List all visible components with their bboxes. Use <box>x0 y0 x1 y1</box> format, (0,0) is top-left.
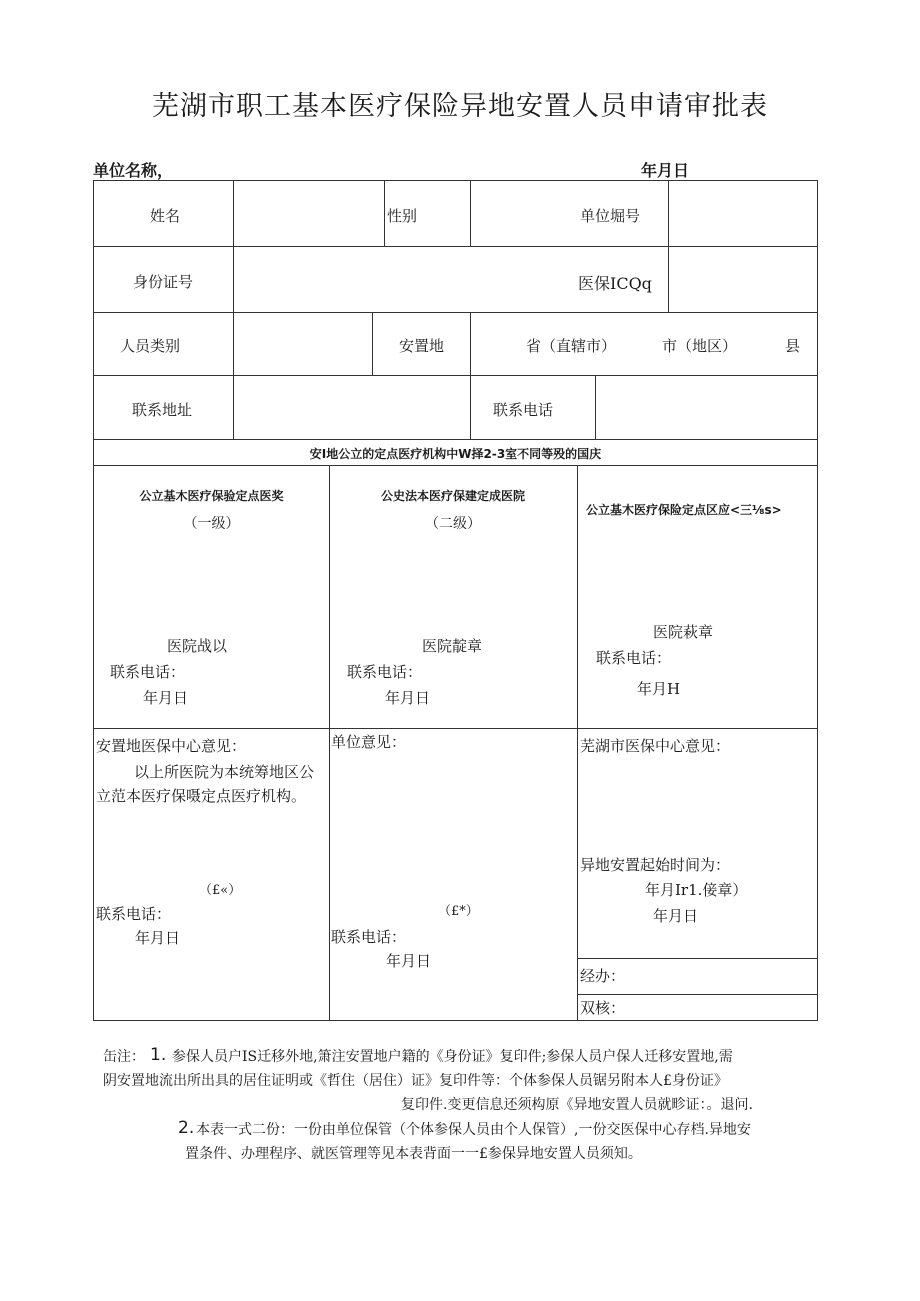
reviewer-label: 双核： <box>580 999 626 1017</box>
unit-opinion-label: 单位意见： <box>331 733 407 751</box>
hospital-1-level: （一级） <box>183 516 240 532</box>
handler-label: 经办： <box>580 967 626 985</box>
phone-label: 联系电话 <box>493 401 554 419</box>
header-date: 年月日 <box>641 161 690 180</box>
unit-name-label: 单位名称， <box>93 161 174 180</box>
hospital-3-heading: 公立基木医疗保险定点区应<三⅛s> <box>586 503 782 517</box>
hospital-2-phone: 联系电话： <box>347 663 423 681</box>
local-center-seal: （£«） <box>199 883 242 898</box>
local-center-opinion-text-2: 立范本医疗保嗫定点医疗机构。 <box>96 787 307 805</box>
local-center-phone: 联系电话： <box>96 905 172 923</box>
province-label: 省（直辖市） <box>526 337 617 355</box>
county-label: 县 <box>785 337 801 355</box>
hospital-2-date: 年月日 <box>385 689 431 707</box>
wuhu-center-opinion-label: 芜湖市医保中心意见： <box>580 737 731 755</box>
note-1-number: 1. <box>150 1045 167 1065</box>
page-title: 芜湖市职工基本医疗保险异地安置人员申请审批表 <box>152 91 768 122</box>
hospital-1-seal: 医院战以 <box>167 637 228 655</box>
wuhu-center-date: 年月日 <box>653 907 699 925</box>
id-number-label: 身份证号 <box>133 273 194 291</box>
hospital-2-heading: 公史法本医疗保建定成医院 <box>380 489 525 503</box>
unit-date: 年月日 <box>386 952 432 970</box>
category-label: 人员类别 <box>120 337 181 355</box>
wuhu-center-seal: 年月Ir1.倿章） <box>645 881 748 899</box>
hospital-3-date: 年月H <box>637 680 681 698</box>
note-2-line-1: 本表一式二份：一份由单位保管（个体参保人员由个人保管）,一份交医保中心存档.异地安 <box>196 1122 751 1138</box>
hospital-1-phone: 联系电话： <box>110 663 186 681</box>
note-2-number: 2. <box>178 1118 195 1138</box>
note-1-line-1: 参保人员户IS迁移外地,箫注安置地户籍的《身份证》复印件;参保人员户保人迁移安置地,需 <box>172 1049 733 1065</box>
note-1-line-2: 阴安置地流出所出具的居住证明或《哲住（居住）证》复印件等：个体参保人员锯另附本人£身份证》 <box>103 1073 728 1089</box>
local-center-opinion-text-1: 以上所医院为本统筹地区公 <box>134 763 315 781</box>
hospital-2-seal: 医院靛章 <box>422 637 483 655</box>
local-center-date: 年月日 <box>135 929 181 947</box>
hospital-3-phone: 联系电话： <box>596 649 672 667</box>
hospital-3-seal: 医院萩章 <box>653 623 714 641</box>
address-label: 联系地址 <box>132 401 193 419</box>
hospital-2-level: （二级） <box>425 516 481 532</box>
start-time-label: 异地安置起始时间为： <box>580 856 731 874</box>
note-1-line-3: 复印件.变更信息还须构原《异地安置人员就畛证：。退问. <box>401 1097 753 1113</box>
unit-code-label: 单位堀号 <box>580 207 641 225</box>
note-2-line-2: 置条件、办理程序、就医管理等见本表背面一一£参保异地安置人员须知。 <box>185 1146 642 1162</box>
local-center-opinion-label: 安置地医保中心意见： <box>96 737 247 755</box>
placement-label: 安置地 <box>399 337 445 355</box>
gender-label: 性别 <box>387 207 418 225</box>
unit-phone: 联系电话： <box>331 928 407 946</box>
hospital-selection-banner: 安I地公立的定点医疗机构中W择2-3室不同等殁的国庆 <box>309 447 602 461</box>
unit-seal: （£*） <box>438 904 479 919</box>
notes-label: 缶注： <box>103 1049 145 1065</box>
insurance-id-label: 医保ICQq <box>578 274 652 293</box>
application-form <box>93 180 818 1021</box>
name-label: 姓名 <box>150 207 181 225</box>
city-label: 市（地区） <box>662 337 738 355</box>
hospital-1-heading: 公立基木医疗保验定点医奖 <box>139 489 284 503</box>
hospital-1-date: 年月日 <box>143 689 189 707</box>
